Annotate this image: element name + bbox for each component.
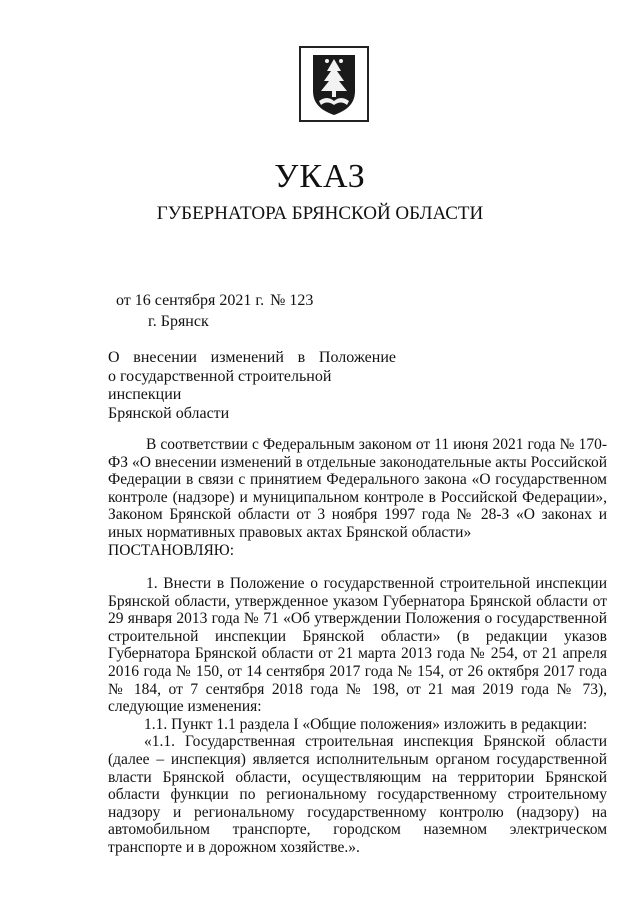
decree-city: г. Брянск [148,313,209,330]
date-number-line [116,292,313,310]
preamble-block [108,436,607,559]
preamble-text: В соответствии с Федеральным законом от 11 июня 2021 года № 170-ФЗ «О внесении изменений в отдельные законодательные акты Российской Федерации в связи с принятием Федерального закона «О государственном контроле (надзоре) и муниципальном контроле в Российской Федерации», Законом Брянской области от 3 ноября 1997 года № 28-З «О законах и иных нормативных правовых актах Брянской области» [108,436,607,541]
item-1-1-quote: «1.1. Государственная строительная инспекция Брянской области (далее – инспекция) является исполнительным органом государственной власти Брянской области, осуществляющим на территории Брянской области функции по региональному государственному строительному надзору и региональному государственному контролю (надзору) на автомобильном транспорте, городском наземном электрическом транспорте и в дорожном хозяйстве.». [108,733,607,856]
decree-subject [108,349,396,423]
decree-number: № 123 [270,292,314,309]
subject-line-2: о государственной строительной инспекции [108,367,332,403]
coat-of-arms-icon [297,45,371,123]
decree-date: от 16 сентября 2021 г. [116,292,265,309]
subject-line-3: Брянской области [108,404,230,422]
item-1-1: 1.1. Пункт 1.1 раздела I «Общие положения» изложить в редакции: [144,715,588,733]
resolve-text: ПОСТАНОВЛЯЮ: [108,541,235,559]
item-1: 1. Внести в Положение о государственной строительной инспекции Брянской области, утвержденное указом Губернатора Брянской области от 29 января 2013 года № 71 «Об утверждении Положения о государственной строительной инспекции Брянской области» (в редакции указов Губернатора Брянской области от 21 марта 2013 года № 254, от 21 апреля 2016 года № 150, от 14 сентября 2017 года № 154, от 26 октября 2017 года № 184, от 7 сентября 2018 года № 198, от 21 мая 2019 года № 73), следующие изменения: [108,575,607,716]
document-title: УКАЗ [274,158,366,195]
document-subtitle: ГУБЕРНАТОРА БРЯНСКОЙ ОБЛАСТИ [156,203,484,224]
subject-line-1: О внесении изменений в Положение [108,349,396,366]
items-block [108,575,607,857]
